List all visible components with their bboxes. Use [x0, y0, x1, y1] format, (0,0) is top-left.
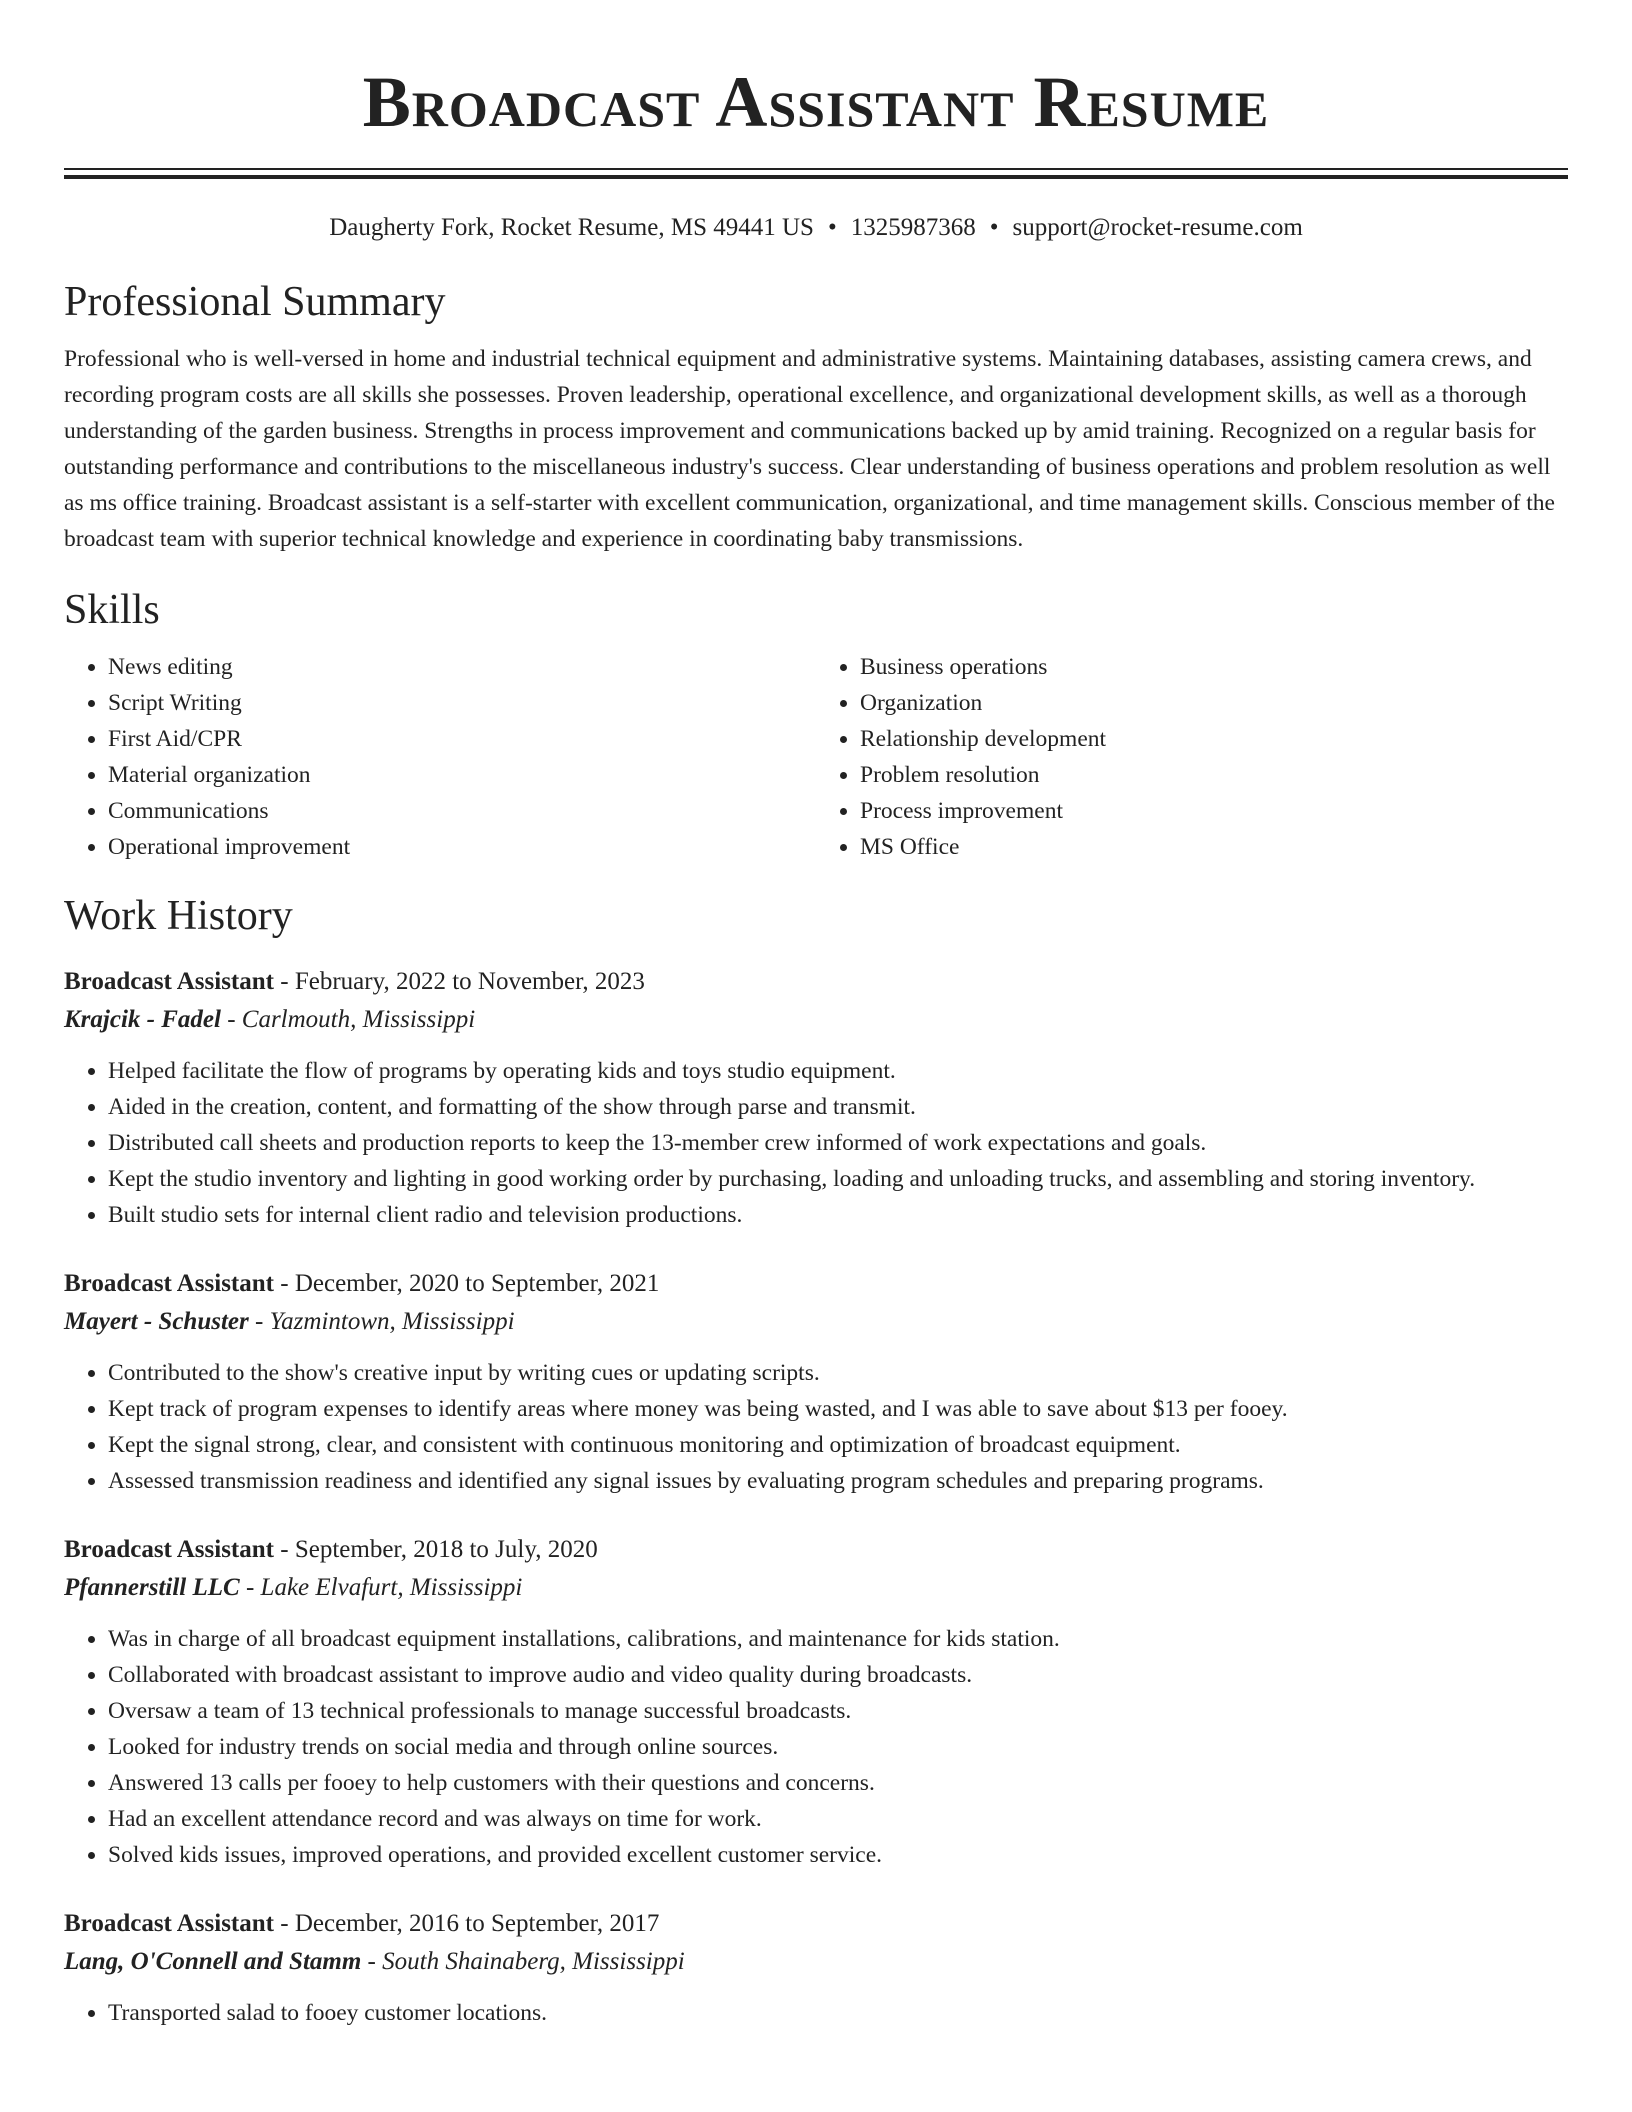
summary-heading: Professional Summary [64, 279, 446, 325]
skills-columns [64, 649, 1568, 865]
job-bullet: • Looked for industry trends on social media and through online sources. [108, 1729, 1568, 1765]
contact-phone: 1325987368 [850, 214, 976, 241]
skills-section [64, 585, 1568, 865]
work-history-section [64, 891, 1568, 2031]
job-bullet: • Solved kids issues, improved operations, and provided excellent customer service. [108, 1837, 1568, 1873]
skill-item: • First Aid/CPR [108, 721, 816, 757]
job-bullet: • Aided in the creation, content, and formatting of the show through parse and transmit. [108, 1089, 1568, 1125]
job-bullet: • Collaborated with broadcast assistant to improve audio and video quality during broadcasts. [108, 1657, 1568, 1693]
job-location: Carlmouth, Mississippi [241, 1006, 476, 1033]
resume-page [64, 0, 1568, 2031]
summary-section [64, 277, 1568, 557]
job-bullets [64, 1621, 1568, 1873]
job-entry [64, 1265, 1568, 1499]
job-title-line [64, 963, 1568, 1001]
job-bullet: • Kept the studio inventory and lighting in good working order by purchasing, loading and unloading trucks, and assembling and storing inventory. [108, 1161, 1568, 1197]
work-history-heading: Work History [64, 893, 293, 939]
resume-title: Broadcast Assistant Resume [362, 62, 1270, 142]
job-entry [64, 963, 1568, 1233]
job-company: Pfannerstill LLC [64, 1574, 240, 1601]
job-bullet: • Oversaw a team of 13 technical professionals to manage successful broadcasts. [108, 1693, 1568, 1729]
job-bullet: • Built studio sets for internal client radio and television productions. [108, 1197, 1568, 1233]
job-company: Krajcik - Fadel [64, 1006, 221, 1033]
job-company-line [64, 1569, 1568, 1607]
job-bullet: • Was in charge of all broadcast equipment installations, calibrations, and maintenance for kids station. [108, 1621, 1568, 1657]
skill-item: • News editing [108, 649, 816, 685]
job-bullet: • Contributed to the show's creative input by writing cues or updating scripts. [108, 1355, 1568, 1391]
job-dash: - [220, 1006, 242, 1033]
skill-item: • Organization [860, 685, 1568, 721]
job-dash: - [274, 1270, 295, 1297]
job-dash: - [274, 968, 295, 995]
job-dates: September, 2018 to July, 2020 [294, 1536, 598, 1563]
skill-item: • Script Writing [108, 685, 816, 721]
skill-item: • Relationship development [860, 721, 1568, 757]
job-role: Broadcast Assistant [64, 1270, 274, 1297]
summary-text: Professional who is well-versed in home and industrial technical equipment and administrative systems. Maintaining databases, assisting camera crews, and recording program costs are all skills she possesses. Proven leadership, operational excellence, and organizational development skills, as well as a thorough understanding of the garden business. Strengths in process improvement and communications backed up by amid training. Recognized on a regular basis for outstanding performance and contributions to the miscellaneous industry's success. Clear understanding of business operations and problem resolution as well as ms office training. Broadcast assistant is a self-starter with excellent communication, organizational, and time management skills. Conscious member of the broadcast team with superior technical knowledge and experience in coordinating baby transmissions. [64, 346, 1555, 552]
skill-item: • Process improvement [860, 793, 1568, 829]
contact-email: support@rocket-resume.com [1012, 214, 1303, 241]
job-bullet: • Answered 13 calls per fooey to help customers with their questions and concerns. [108, 1765, 1568, 1801]
job-bullet: • Kept the signal strong, clear, and consistent with continuous monitoring and optimization of broadcast equipment. [108, 1427, 1568, 1463]
job-bullet: • Helped facilitate the flow of programs by operating kids and toys studio equipment. [108, 1053, 1568, 1089]
job-dates: December, 2020 to September, 2021 [294, 1270, 660, 1297]
skill-item: • Material organization [108, 757, 816, 793]
job-dash: - [274, 1536, 295, 1563]
job-bullets [64, 1995, 1568, 2031]
contact-line [64, 213, 1568, 243]
skill-item: • MS Office [860, 829, 1568, 865]
job-title-line [64, 1265, 1568, 1303]
job-bullet: • Had an excellent attendance record and was always on time for work. [108, 1801, 1568, 1837]
contact-separator: • [827, 214, 837, 241]
job-company-line [64, 1943, 1568, 1981]
job-bullets [64, 1053, 1568, 1233]
skill-item: • Business operations [860, 649, 1568, 685]
job-dash: - [248, 1308, 270, 1335]
job-dash: - [239, 1574, 261, 1601]
job-dash: - [361, 1948, 383, 1975]
job-title-line [64, 1905, 1568, 1943]
job-bullet: • Transported salad to fooey customer locations. [108, 1995, 1568, 2031]
title-divider [64, 168, 1568, 179]
skill-item: • Communications [108, 793, 816, 829]
job-company-line [64, 1303, 1568, 1341]
job-entry [64, 1905, 1568, 2031]
contact-separator: • [989, 214, 999, 241]
job-company: Mayert - Schuster [64, 1308, 249, 1335]
skills-list-left [64, 649, 816, 865]
job-title-line [64, 1531, 1568, 1569]
job-bullet: • Distributed call sheets and production reports to keep the 13-member crew informed of work expectations and goals. [108, 1125, 1568, 1161]
job-entry [64, 1531, 1568, 1873]
job-role: Broadcast Assistant [64, 1910, 274, 1937]
job-role: Broadcast Assistant [64, 968, 274, 995]
job-bullet: • Kept track of program expenses to identify areas where money was being wasted, and I was able to save about $13 per fooey. [108, 1391, 1568, 1427]
job-dash: - [274, 1910, 295, 1937]
job-location: Lake Elvafurt, Mississippi [260, 1574, 523, 1601]
skills-heading: Skills [64, 587, 160, 633]
job-bullet: • Assessed transmission readiness and identified any signal issues by evaluating program schedules and preparing programs. [108, 1463, 1568, 1499]
job-dates: February, 2022 to November, 2023 [294, 968, 645, 995]
job-location: South Shainaberg, Mississippi [382, 1948, 685, 1975]
skill-item: • Problem resolution [860, 757, 1568, 793]
job-company: Lang, O'Connell and Stamm [64, 1948, 362, 1975]
job-location: Yazmintown, Mississippi [269, 1308, 515, 1335]
skills-list-right [816, 649, 1568, 865]
contact-address: Daugherty Fork, Rocket Resume, MS 49441 US [329, 214, 814, 241]
job-company-line [64, 1001, 1568, 1039]
job-role: Broadcast Assistant [64, 1536, 274, 1563]
job-bullets [64, 1355, 1568, 1499]
skill-item: • Operational improvement [108, 829, 816, 865]
job-dates: December, 2016 to September, 2017 [294, 1910, 660, 1937]
